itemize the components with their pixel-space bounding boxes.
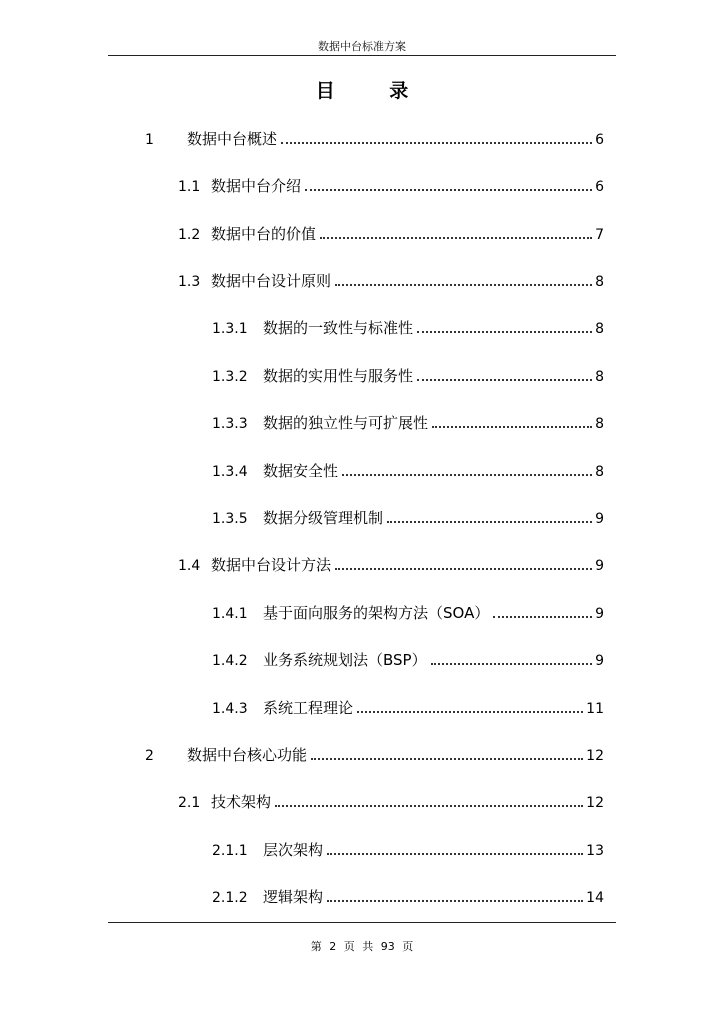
toc-entry-number: 2.1 <box>178 795 201 811</box>
toc-entry-title: 系统工程理论 <box>263 699 354 717</box>
toc-entry-title: 数据中台核心功能 <box>187 746 308 764</box>
toc-entry-title: 数据的独立性与可扩展性 <box>263 414 429 432</box>
toc-entry-title: 基于面向服务的架构方法（SOA） <box>263 604 490 622</box>
toc-entry-page: 9 <box>595 558 604 574</box>
toc-entry-1-3-3[interactable] <box>212 413 604 434</box>
toc-entry-number: 2.1.1 <box>212 843 248 859</box>
toc-entry-page: 6 <box>595 132 604 148</box>
toc-entry-number: 1.2 <box>178 227 201 243</box>
toc-entry-title: 数据分级管理机制 <box>263 509 384 527</box>
toc-entry-number: 1.3.1 <box>212 321 248 337</box>
toc-entry-number: 1.1 <box>178 179 201 195</box>
toc-leader-dots <box>311 758 583 760</box>
toc-entry-page: 11 <box>586 701 604 717</box>
toc-entry-1-3-5[interactable] <box>212 508 604 529</box>
toc-entry-1-3-4[interactable] <box>212 461 604 482</box>
toc-entry-2[interactable] <box>145 745 604 766</box>
toc-entry-number: 1.3.2 <box>212 369 248 385</box>
toc-entry-title: 数据的一致性与标准性 <box>263 319 414 337</box>
toc-leader-dots <box>417 379 592 381</box>
toc-entry-page: 12 <box>586 795 604 811</box>
toc-leader-dots <box>275 805 583 807</box>
toc-leader-dots <box>320 237 592 239</box>
toc-leader-dots <box>431 663 592 665</box>
toc-entry-page: 8 <box>595 369 604 385</box>
toc-entry-1-1[interactable] <box>178 176 604 197</box>
toc-entry-1[interactable] <box>145 129 604 150</box>
toc-entry-page: 8 <box>595 321 604 337</box>
footer-rule <box>108 922 616 923</box>
toc-leader-dots <box>432 426 592 428</box>
toc-entry-title: 数据中台设计方法 <box>211 556 332 574</box>
toc-entry-title: 技术架构 <box>211 793 272 811</box>
toc-entry-page: 13 <box>586 843 604 859</box>
toc-entry-number: 1.4.1 <box>212 606 248 622</box>
toc-entry-page: 6 <box>595 179 604 195</box>
toc-entry-number: 1.3.4 <box>212 464 248 480</box>
toc-entry-number: 1.3.3 <box>212 416 248 432</box>
toc-entry-title: 数据中台介绍 <box>211 177 302 195</box>
toc-entry-number: 1 <box>145 132 154 148</box>
toc-leader-dots <box>327 853 583 855</box>
page-footer: 第 2 页 共 93 页 <box>310 940 414 953</box>
toc-entry-number: 1.4 <box>178 558 201 574</box>
toc-entry-number: 2 <box>145 748 154 764</box>
page-header: 数据中台标准方案 <box>318 40 406 53</box>
toc-entry-number: 1.4.3 <box>212 701 248 717</box>
toc-entry-number: 1.3.5 <box>212 511 248 527</box>
toc-entry-page: 8 <box>595 416 604 432</box>
toc-leader-dots <box>335 284 592 286</box>
toc-entry-1-4-2[interactable] <box>212 650 604 671</box>
toc-entry-page: 9 <box>595 653 604 669</box>
toc-entry-number: 1.3 <box>178 274 201 290</box>
toc-leader-dots <box>493 616 592 618</box>
toc-entry-1-2[interactable] <box>178 224 604 245</box>
toc-entry-page: 9 <box>595 511 604 527</box>
toc-entry-title: 数据中台设计原则 <box>211 272 332 290</box>
toc-entry-page: 14 <box>586 890 604 906</box>
toc-leader-dots <box>342 474 592 476</box>
toc-entry-1-4-3[interactable] <box>212 698 604 719</box>
toc-leader-dots <box>417 331 592 333</box>
toc-entry-page: 8 <box>595 274 604 290</box>
toc-entry-page: 12 <box>586 748 604 764</box>
toc-entry-page: 8 <box>595 464 604 480</box>
toc-leader-dots <box>357 711 583 713</box>
toc-entry-number: 2.1.2 <box>212 890 248 906</box>
toc-leader-dots <box>335 568 592 570</box>
toc-entry-title: 数据安全性 <box>263 462 339 480</box>
toc-entry-2-1-1[interactable] <box>212 840 604 861</box>
toc-leader-dots <box>327 900 583 902</box>
toc-leader-dots <box>305 189 592 191</box>
toc-entry-1-3[interactable] <box>178 271 604 292</box>
toc-entry-page: 9 <box>595 606 604 622</box>
toc-entry-1-4-1[interactable] <box>212 603 604 624</box>
toc-entry-title: 数据中台概述 <box>187 130 278 148</box>
toc-entry-title: 业务系统规划法（BSP） <box>263 651 427 669</box>
toc-entry-title: 层次架构 <box>263 841 324 859</box>
toc-title: 目 录 <box>315 80 433 102</box>
toc-leader-dots <box>281 142 592 144</box>
toc-entry-page: 7 <box>595 227 604 243</box>
toc-entry-title: 逻辑架构 <box>263 888 324 906</box>
toc-entry-2-1[interactable] <box>178 792 604 813</box>
toc-entry-title: 数据中台的价值 <box>211 225 317 243</box>
toc-entry-1-3-1[interactable] <box>212 318 604 339</box>
toc-entry-1-4[interactable] <box>178 555 604 576</box>
toc-entry-1-3-2[interactable] <box>212 366 604 387</box>
toc-entry-title: 数据的实用性与服务性 <box>263 367 414 385</box>
toc-entry-2-1-2[interactable] <box>212 887 604 908</box>
toc-entry-number: 1.4.2 <box>212 653 248 669</box>
toc-leader-dots <box>387 521 592 523</box>
